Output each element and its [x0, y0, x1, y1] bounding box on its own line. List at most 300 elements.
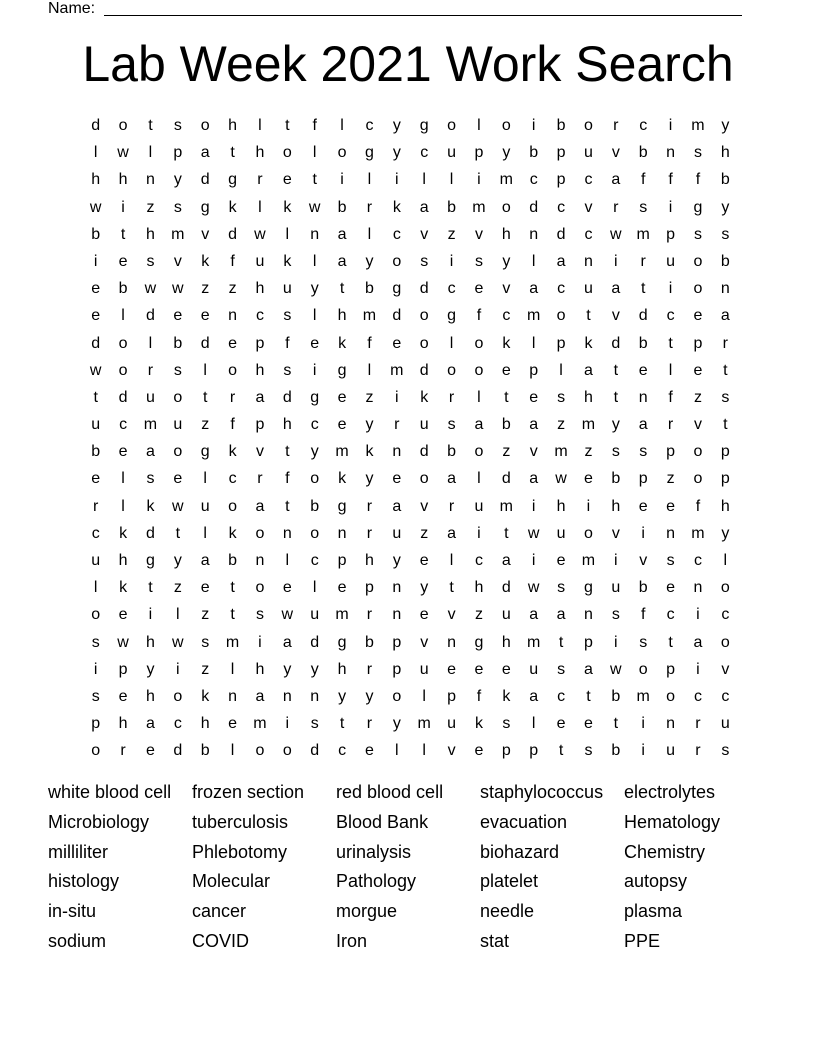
- grid-letter: w: [117, 144, 129, 162]
- word-list-item: frozen section: [192, 782, 305, 802]
- grid-letter: e: [118, 687, 128, 705]
- grid-letter: b: [337, 198, 347, 216]
- grid-letter: e: [666, 579, 676, 597]
- grid-letter: l: [148, 144, 153, 162]
- grid-letter: p: [392, 660, 402, 678]
- grid-letter: a: [529, 470, 539, 488]
- grid-letter: v: [584, 198, 593, 216]
- grid-letter: a: [529, 606, 539, 624]
- grid-letter: u: [720, 715, 730, 733]
- grid-letter: e: [364, 742, 374, 760]
- grid-letter: w: [172, 280, 184, 298]
- grid-letter: z: [584, 443, 593, 461]
- name-blank-line: [104, 15, 742, 16]
- grid-letter: s: [310, 715, 319, 733]
- grid-letter: c: [502, 307, 511, 325]
- grid-letter: o: [118, 334, 128, 352]
- grid-letter: a: [556, 252, 566, 270]
- grid-letter: a: [529, 416, 539, 434]
- grid-letter: h: [118, 552, 128, 569]
- grid-letter: o: [200, 117, 210, 134]
- grid-letter: e: [556, 552, 566, 569]
- grid-letter: o: [447, 117, 457, 134]
- grid-letter: w: [117, 633, 129, 651]
- grid-letter: n: [447, 633, 457, 651]
- grid-letter: w: [610, 660, 622, 678]
- grid-letter: b: [200, 742, 210, 760]
- grid-letter: n: [392, 606, 402, 624]
- grid-letter: l: [93, 144, 98, 162]
- grid-letter: h: [200, 715, 210, 733]
- grid-letter: h: [255, 660, 265, 678]
- grid-letter: d: [419, 280, 429, 298]
- grid-letter: c: [228, 470, 237, 488]
- grid-letter: s: [146, 252, 155, 270]
- grid-letter: r: [366, 497, 373, 515]
- grid-letter: v: [255, 443, 264, 461]
- grid-letter: e: [282, 579, 292, 597]
- grid-letter: i: [258, 633, 262, 651]
- grid-letter: s: [557, 579, 566, 597]
- grid-letter: c: [693, 687, 702, 705]
- grid-row: [82, 275, 739, 302]
- grid-letter: l: [312, 307, 317, 325]
- grid-letter: l: [668, 361, 673, 379]
- grid-letter: v: [721, 660, 730, 678]
- grid-letter: k: [283, 252, 292, 270]
- grid-letter: l: [203, 470, 207, 488]
- grid-letter: o: [173, 687, 183, 705]
- grid-letter: z: [146, 198, 155, 216]
- grid-letter: d: [118, 388, 128, 406]
- grid-letter: f: [285, 470, 290, 488]
- word-list-item: platelet: [480, 871, 539, 892]
- grid-letter: a: [501, 552, 511, 569]
- grid-letter: k: [338, 470, 347, 488]
- grid-letter: i: [668, 117, 673, 134]
- grid-letter: h: [556, 497, 566, 515]
- grid-letter: w: [308, 198, 321, 216]
- grid-letter: e: [392, 470, 402, 488]
- grid-letter: u: [91, 416, 101, 434]
- grid-letter: o: [255, 524, 265, 542]
- grid-letter: p: [529, 742, 539, 760]
- grid-letter: e: [118, 606, 128, 624]
- grid-letter: y: [721, 198, 730, 216]
- grid-letter: s: [447, 416, 456, 434]
- grid-letter: b: [501, 416, 511, 434]
- grid-letter: m: [417, 715, 431, 733]
- grid-letter: g: [419, 117, 429, 134]
- grid-letter: l: [367, 225, 372, 243]
- grid-letter: e: [337, 579, 347, 597]
- word-list-row: [48, 778, 768, 808]
- grid-letter: c: [338, 742, 347, 760]
- grid-letter: t: [93, 388, 98, 406]
- grid-letter: d: [145, 307, 155, 325]
- grid-letter: b: [91, 225, 101, 243]
- grid-letter: e: [583, 470, 593, 488]
- grid-letter: a: [145, 715, 155, 733]
- grid-letter: e: [91, 307, 101, 325]
- grid-letter: k: [584, 334, 593, 352]
- grid-row: [82, 710, 739, 737]
- grid-letter: z: [502, 443, 511, 461]
- grid-letter: e: [693, 361, 703, 379]
- grid-letter: v: [201, 225, 210, 243]
- grid-letter: h: [337, 660, 347, 678]
- word-list-item: Phlebotomy: [192, 841, 288, 862]
- grid-letter: n: [583, 252, 593, 270]
- grid-letter: r: [366, 715, 373, 733]
- grid-letter: r: [147, 361, 154, 379]
- grid-row: [82, 629, 739, 656]
- grid-letter: b: [638, 579, 648, 597]
- word-list-item: staphylococcus: [480, 782, 604, 802]
- word-list-item: white blood cell: [48, 782, 172, 802]
- grid-letter: u: [447, 715, 457, 733]
- grid-letter: i: [176, 660, 180, 678]
- grid-letter: p: [91, 715, 101, 733]
- grid-letter: u: [583, 144, 593, 162]
- grid-letter: o: [310, 470, 320, 488]
- grid-letter: y: [502, 252, 511, 270]
- grid-letter: a: [611, 280, 621, 298]
- grid-letter: f: [230, 416, 235, 434]
- grid-letter: w: [172, 497, 184, 515]
- grid-letter: y: [392, 552, 401, 569]
- grid-letter: i: [614, 252, 618, 270]
- grid-letter: v: [639, 552, 648, 569]
- grid-letter: f: [668, 171, 673, 189]
- grid-letter: e: [282, 171, 292, 189]
- grid-letter: a: [583, 361, 593, 379]
- grid-letter: e: [501, 361, 511, 379]
- grid-letter: i: [395, 171, 399, 189]
- word-list-item: Microbiology: [48, 811, 150, 832]
- grid-letter: k: [119, 579, 128, 597]
- grid-letter: i: [449, 252, 454, 270]
- grid-letter: l: [230, 660, 235, 678]
- grid-letter: i: [477, 171, 481, 189]
- grid-letter: e: [228, 715, 238, 733]
- grid-letter: t: [148, 117, 153, 134]
- grid-letter: o: [693, 470, 703, 488]
- grid-row: [82, 438, 739, 465]
- grid-letter: t: [449, 579, 454, 597]
- word-list-row: [48, 927, 768, 957]
- grid-letter: o: [693, 252, 703, 270]
- letter-grid: [82, 112, 739, 765]
- grid-letter: p: [556, 144, 566, 162]
- grid-letter: l: [449, 171, 454, 189]
- grid-letter: i: [148, 606, 153, 624]
- grid-letter: y: [365, 416, 374, 434]
- name-label: Name:: [48, 0, 96, 17]
- grid-letter: t: [586, 307, 591, 325]
- grid-letter: g: [200, 443, 210, 461]
- grid-letter: n: [638, 388, 648, 406]
- grid-letter: m: [335, 443, 349, 461]
- grid-letter: c: [557, 198, 566, 216]
- grid-letter: y: [721, 524, 730, 542]
- grid-letter: u: [529, 660, 539, 678]
- grid-letter: r: [366, 198, 373, 216]
- grid-letter: e: [583, 715, 593, 733]
- grid-letter: f: [640, 171, 646, 189]
- grid-letter: h: [255, 280, 265, 298]
- grid-letter: p: [501, 742, 511, 760]
- word-list-item: sodium: [48, 930, 107, 951]
- word-list-item: tuberculosis: [192, 811, 289, 832]
- grid-letter: u: [392, 524, 402, 542]
- grid-letter: y: [310, 660, 319, 678]
- word-list-item: COVID: [192, 930, 250, 951]
- grid-letter: o: [419, 470, 429, 488]
- grid-row: [82, 547, 739, 574]
- grid-letter: i: [668, 198, 673, 216]
- grid-letter: e: [419, 552, 429, 569]
- grid-letter: i: [641, 715, 645, 733]
- word-list: [48, 778, 768, 957]
- grid-letter: w: [172, 633, 184, 651]
- grid-letter: b: [529, 144, 539, 162]
- grid-letter: m: [581, 552, 596, 569]
- grid-letter: u: [583, 280, 593, 298]
- grid-letter: e: [474, 742, 484, 760]
- grid-letter: u: [666, 252, 676, 270]
- grid-letter: o: [666, 687, 676, 705]
- grid-letter: v: [611, 144, 620, 162]
- grid-letter: b: [720, 171, 730, 189]
- word-list-item: histology: [48, 871, 120, 892]
- grid-row: [82, 139, 739, 166]
- grid-letter: p: [173, 144, 183, 162]
- grid-letter: a: [447, 470, 457, 488]
- grid-letter: o: [392, 252, 402, 270]
- grid-row: [82, 302, 739, 329]
- grid-letter: c: [255, 307, 264, 325]
- grid-letter: p: [666, 660, 676, 678]
- grid-row: [82, 384, 739, 411]
- grid-letter: n: [583, 606, 593, 624]
- grid-letter: o: [474, 334, 484, 352]
- grid-letter: l: [312, 579, 317, 597]
- grid-letter: d: [310, 742, 320, 760]
- grid-letter: d: [91, 117, 101, 134]
- grid-letter: m: [362, 307, 377, 325]
- grid-letter: r: [448, 497, 455, 515]
- grid-letter: f: [230, 252, 235, 270]
- word-list-row: [48, 838, 768, 868]
- grid-letter: h: [118, 715, 128, 733]
- grid-letter: c: [173, 715, 182, 733]
- grid-letter: b: [638, 144, 648, 162]
- grid-letter: z: [201, 280, 210, 298]
- grid-letter: p: [529, 361, 539, 379]
- grid-letter: u: [173, 416, 183, 434]
- grid-letter: a: [447, 524, 457, 542]
- grid-letter: n: [282, 687, 292, 705]
- grid-letter: i: [696, 606, 700, 624]
- grid-letter: k: [228, 198, 237, 216]
- grid-row: [82, 656, 739, 683]
- grid-letter: s: [611, 606, 620, 624]
- grid-letter: g: [200, 198, 210, 216]
- grid-letter: h: [118, 171, 128, 189]
- grid-letter: z: [201, 660, 210, 678]
- grid-letter: g: [337, 497, 347, 515]
- grid-letter: s: [91, 687, 100, 705]
- grid-letter: n: [310, 687, 320, 705]
- grid-letter: t: [586, 687, 591, 705]
- grid-letter: r: [667, 416, 674, 434]
- grid-letter: t: [120, 225, 126, 243]
- grid-letter: k: [228, 524, 237, 542]
- grid-letter: r: [366, 524, 373, 542]
- grid-letter: b: [611, 742, 621, 760]
- grid-letter: b: [638, 334, 648, 352]
- grid-letter: i: [340, 171, 344, 189]
- grid-letter: y: [146, 660, 155, 678]
- grid-letter: i: [312, 361, 317, 379]
- grid-letter: a: [583, 660, 593, 678]
- grid-letter: t: [285, 443, 290, 461]
- grid-letter: n: [720, 280, 730, 298]
- grid-letter: k: [420, 388, 429, 406]
- grid-letter: t: [504, 524, 509, 542]
- grid-letter: v: [474, 225, 483, 243]
- grid-letter: h: [611, 497, 621, 515]
- grid-letter: s: [639, 443, 648, 461]
- word-list-item: electrolytes: [624, 782, 716, 802]
- grid-letter: h: [501, 225, 511, 243]
- grid-letter: e: [118, 443, 128, 461]
- grid-letter: n: [145, 171, 155, 189]
- grid-letter: t: [285, 497, 290, 515]
- grid-letter: g: [364, 144, 374, 162]
- grid-letter: p: [666, 225, 676, 243]
- grid-letter: l: [285, 225, 290, 243]
- grid-letter: p: [720, 470, 730, 488]
- grid-letter: t: [230, 579, 235, 597]
- word-list-row: [48, 808, 768, 838]
- grid-letter: p: [255, 416, 265, 434]
- grid-letter: t: [230, 144, 235, 162]
- grid-letter: k: [283, 198, 292, 216]
- grid-letter: m: [143, 416, 158, 434]
- grid-letter: k: [119, 524, 128, 542]
- grid-letter: i: [531, 117, 536, 134]
- grid-letter: l: [422, 171, 426, 189]
- grid-letter: c: [310, 552, 319, 569]
- grid-letter: y: [502, 144, 511, 162]
- grid-letter: o: [474, 361, 484, 379]
- grid-letter: a: [693, 633, 703, 651]
- grid-letter: h: [228, 117, 238, 134]
- grid-letter: a: [200, 552, 210, 569]
- word-list-item: Blood Bank: [336, 811, 429, 832]
- grid-letter: e: [200, 307, 210, 325]
- grid-letter: e: [501, 660, 511, 678]
- grid-letter: u: [611, 579, 621, 597]
- grid-letter: l: [531, 334, 536, 352]
- page-title: Lab Week 2021 Work Search: [82, 36, 734, 92]
- grid-letter: n: [392, 579, 402, 597]
- grid-letter: t: [202, 388, 208, 406]
- grid-letter: n: [282, 524, 292, 542]
- grid-letter: f: [312, 117, 317, 134]
- word-list-item: Pathology: [336, 871, 417, 892]
- grid-letter: s: [639, 198, 648, 216]
- grid-letter: u: [419, 660, 429, 678]
- grid-letter: a: [255, 388, 265, 406]
- grid-row: [82, 683, 739, 710]
- grid-letter: l: [121, 470, 125, 488]
- grid-letter: o: [583, 524, 593, 542]
- grid-letter: e: [419, 606, 429, 624]
- grid-letter: s: [557, 388, 566, 406]
- grid-letter: g: [145, 552, 155, 569]
- grid-letter: h: [501, 633, 511, 651]
- grid-letter: d: [611, 334, 621, 352]
- grid-letter: e: [529, 388, 539, 406]
- grid-letter: s: [201, 633, 210, 651]
- grid-letter: t: [668, 334, 673, 352]
- grid-letter: m: [499, 497, 513, 515]
- word-list-item: Molecular: [192, 871, 271, 892]
- grid-letter: l: [230, 742, 235, 760]
- grid-letter: d: [228, 225, 238, 243]
- grid-row: [82, 357, 739, 384]
- grid-letter: y: [611, 416, 620, 434]
- grid-letter: p: [720, 443, 730, 461]
- grid-letter: a: [337, 252, 347, 270]
- grid-letter: z: [693, 388, 702, 406]
- grid-letter: e: [638, 497, 648, 515]
- grid-letter: e: [91, 470, 101, 488]
- grid-letter: v: [420, 497, 429, 515]
- grid-letter: b: [364, 633, 374, 651]
- grid-letter: b: [364, 280, 374, 298]
- grid-letter: o: [255, 579, 265, 597]
- grid-letter: t: [613, 361, 619, 379]
- grid-letter: h: [255, 361, 265, 379]
- grid-letter: n: [255, 552, 265, 569]
- grid-letter: l: [449, 552, 454, 569]
- grid-letter: i: [668, 280, 673, 298]
- grid-letter: s: [283, 361, 292, 379]
- word-list-item: biohazard: [480, 841, 560, 862]
- grid-letter: b: [118, 280, 128, 298]
- grid-letter: u: [501, 606, 511, 624]
- grid-letter: l: [176, 606, 180, 624]
- grid-letter: h: [720, 497, 730, 515]
- grid-letter: s: [420, 252, 429, 270]
- grid-letter: o: [228, 361, 238, 379]
- grid-letter: l: [723, 552, 728, 569]
- grid-letter: l: [258, 117, 262, 134]
- grid-row: [82, 330, 739, 357]
- grid-letter: m: [554, 443, 568, 461]
- word-list-item: autopsy: [624, 871, 688, 892]
- grid-letter: c: [529, 171, 538, 189]
- grid-letter: a: [611, 171, 621, 189]
- grid-letter: k: [228, 443, 237, 461]
- grid-letter: n: [693, 579, 703, 597]
- grid-letter: k: [338, 334, 347, 352]
- grid-letter: r: [229, 388, 236, 406]
